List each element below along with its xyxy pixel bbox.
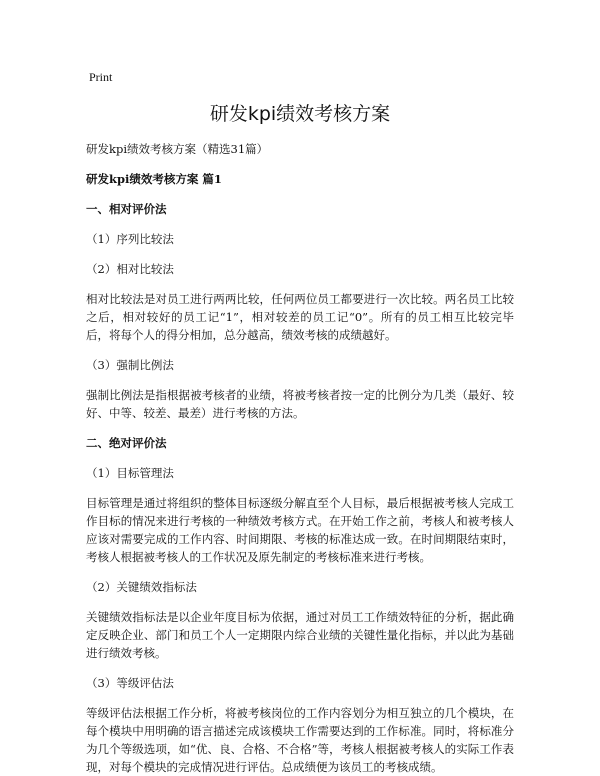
paragraph-grade-evaluation: 等级评估法根据工作分析，将被考核岗位的工作内容划分为相互独立的几个模块，在每个模块中用明确的语言描述完成该模块工作需要达到的工作标准。同时，将标准分为几个等级选项，如“优、良、合格、不合格”等，考核人根据被考核人的实际工作表现，对每个模块的完成情况进行评估。总成绩便为该员工的考核成绩。	[86, 706, 514, 774]
article-heading: 研发kpi绩效考核方案 篇1	[86, 172, 222, 186]
item-relative-comparison: （2）相对比较法	[86, 262, 174, 276]
print-label: Print	[89, 70, 113, 84]
section-heading-absolute: 二、绝对评价法	[86, 436, 167, 450]
document-title: 研发kpi绩效考核方案	[209, 103, 391, 125]
paragraph-relative-comparison: 相对比较法是对员工进行两两比较，任何两位员工都要进行一次比较。两名员工比较之后，相对较好的员工记“1”，相对较差的员工记“0”。所有的员工相互比较完毕后，将每个人的得分相加，总分越高，绩效考核的成绩越好。	[86, 292, 514, 342]
document-subtitle: 研发kpi绩效考核方案（精选31篇）	[86, 142, 269, 156]
item-sequence-comparison: （1）序列比较法	[86, 232, 174, 246]
paragraph-kpi: 关键绩效指标法是以企业年度目标为依据，通过对员工工作绩效特征的分析，据此确定反映企业、部门和员工个人一定期限内综合业绩的关键性量化指标，并以此为基础进行绩效考核。	[86, 610, 514, 660]
paragraph-forced-ratio: 强制比例法是指根据被考核者的业绩，将被考核者按一定的比例分为几类（最好、较好、中等、较差、最差）进行考核的方法。	[86, 388, 514, 420]
section-heading-relative: 一、相对评价法	[86, 202, 167, 216]
item-grade-evaluation: （3）等级评估法	[86, 676, 174, 690]
paragraph-mbo: 目标管理是通过将组织的整体目标逐级分解直至个人目标，最后根据被考核人完成工作目标的情况来进行考核的一种绩效考核方式。在开始工作之前，考核人和被考核人应该对需要完成的工作内容、时间期限、考核的标准达成一致。在时间期限结束时，考核人根据被考核人的工作状况及原先制定的考核标准来进行考核。	[86, 496, 514, 564]
item-kpi: （2）关键绩效指标法	[86, 580, 197, 594]
item-forced-ratio: （3）强制比例法	[86, 358, 174, 372]
item-mbo: （1）目标管理法	[86, 466, 174, 480]
